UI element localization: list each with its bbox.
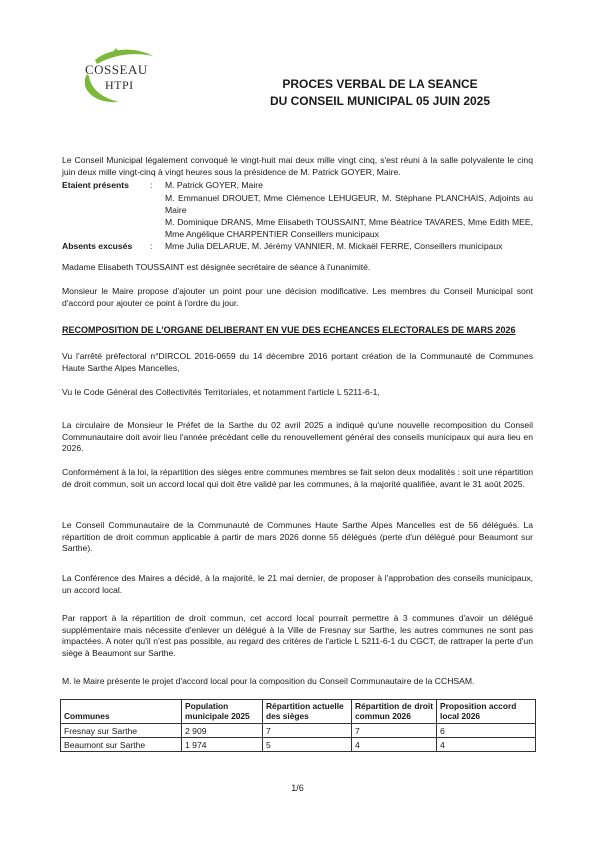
page-number: 1/6	[291, 783, 304, 793]
paragraph-conference: La Conférence des Maires a décidé, à la majorité, le 21 mai dernier, de proposer à l'approbation des conseils municipaux, un accord local.	[62, 573, 533, 595]
table-cell: Fresnay sur Sarthe	[61, 723, 182, 737]
table-cell: 7	[263, 723, 352, 737]
section-heading: RECOMPOSITION DE L'ORGANE DELIBERANT EN VUE DES ECHEANCES ELECTORALES DE MARS 2026	[62, 325, 516, 335]
paragraph-modalites: Conformément à la loi, la répartition des sièges entre communes membres se fait selon deux modalités : soit une répartition de droit commun, soit un accord local qui doit être validé par les communes, à la majorité qualifiée, avant le 31 août 2025.	[62, 467, 533, 489]
table-row	[61, 737, 536, 751]
column-header: Communes	[61, 700, 182, 724]
secretary-paragraph: Madame Elisabeth TOUSSAINT est désignée secrétaire de séance à l'unanimité.	[62, 262, 371, 272]
proposal-paragraph: Monsieur le Maire propose d'ajouter un point pour une décision modificative. Les membres du Conseil Municipal sont d'accord pour ajouter ce point à l'ordre du jour.	[62, 286, 533, 308]
present-line-adjoints: M. Emmanuel DROUET, Mme Clémence LEHUGEUR, M. Stéphane PLANCHAIS, Adjoints au Maire	[165, 193, 533, 215]
table-cell: 7	[352, 723, 437, 737]
column-header: Proposition accord local 2026	[437, 700, 536, 724]
paragraph-arrete: Vu l'arrêté préfectoral n°DIRCOL 2016-0659 du 14 décembre 2016 portant création de la Communauté de Communes Haute Sarthe Alpes Mancelles,	[62, 351, 533, 373]
table-header-row	[61, 700, 536, 724]
present-colon: :	[150, 180, 153, 190]
absent-colon: :	[150, 241, 153, 251]
present-label: Etaient présents	[62, 180, 129, 190]
logo-text: COSSEAU	[85, 62, 148, 77]
intro-paragraph: Le Conseil Municipal légalement convoqué le vingt-huit mai deux mille vingt cinq, s'est réuni à la salle polyvalente le cinq juin deux mille vingt-cinq à vingt heures sous la présidence de M. Patrick GOYER, Maire.	[62, 155, 533, 177]
table-cell: 2 909	[182, 723, 263, 737]
table-row	[61, 723, 536, 737]
paragraph-accord-local: Par rapport à la répartition de droit commun, cet accord local pourrait permettre à 3 communes d'avoir un délégué supplémentaire mais nécessite d'enlever un délégué à la Ville de Fresnay sur Sarthe, les autres communes ne sont pas impactées. A noter qu'il n'est pas possible, au regard des critères de l'article L 5211-6-1 du CGCT, de rattraper la perte d'un siège à Beaumont sur Sarthe.	[62, 613, 533, 658]
paragraph-projet: M. le Maire présente le projet d'accord local pour la composition du Conseil Communautaire de la CCHSAM.	[62, 676, 475, 686]
absent-label: Absents excusés	[62, 241, 133, 251]
seat-distribution-table	[60, 699, 536, 752]
paragraph-circulaire: La circulaire de Monsieur le Préfet de la Sarthe du 02 avril 2025 a indiqué qu'une nouvelle recomposition du Conseil Communautaire doit avoir lieu l'année précédant celle du renouvellement général des conseils municipaux qui aura lieu en 2026.	[62, 420, 533, 454]
table-cell: Beaumont sur Sarthe	[61, 737, 182, 751]
present-line-mayor: M. Patrick GOYER, Maire	[165, 180, 263, 190]
present-line-councillors: M. Dominique DRANS, Mme Elisabeth TOUSSAINT, Mme Béatrice TAVARES, Mme Edith MEE, Mme Angélique CHARPENTIER Conseillers municipaux	[165, 217, 533, 239]
absent-line: Mme Julia DELARUE, M. Jérémy VANNIER, M. Mickaël FERRE, Conseillers municipaux	[165, 241, 503, 251]
table-cell: 4	[352, 737, 437, 751]
table-cell: 6	[437, 723, 536, 737]
page-title: PROCES VERBAL DE LA SEANCE	[282, 77, 478, 91]
column-header: Répartition actuelle des sièges	[263, 700, 352, 724]
logo-subtext: HTPI	[105, 78, 134, 92]
table-cell: 4	[437, 737, 536, 751]
paragraph-delegues: Le Conseil Communautaire de la Communauté de Communes Haute Sarthe Alpes Mancelles est de 56 délégués. La répartition de droit commun applicable à partir de mars 2026 donne 55 délégués (perte d'un délégué pour Beaumont sur Sarthe).	[62, 520, 533, 554]
column-header: Population municipale 2025	[182, 700, 263, 724]
paragraph-cgct: Vu le Code Général des Collectivités Territoriales, et notamment l'article L 5211-6-1,	[62, 387, 380, 397]
table-cell: 5	[263, 737, 352, 751]
cossea-logo	[75, 44, 165, 106]
table-cell: 1 974	[182, 737, 263, 751]
page-subtitle: DU CONSEIL MUNICIPAL 05 JUIN 2025	[269, 94, 491, 108]
column-header: Répartition de droit commun 2026	[352, 700, 437, 724]
